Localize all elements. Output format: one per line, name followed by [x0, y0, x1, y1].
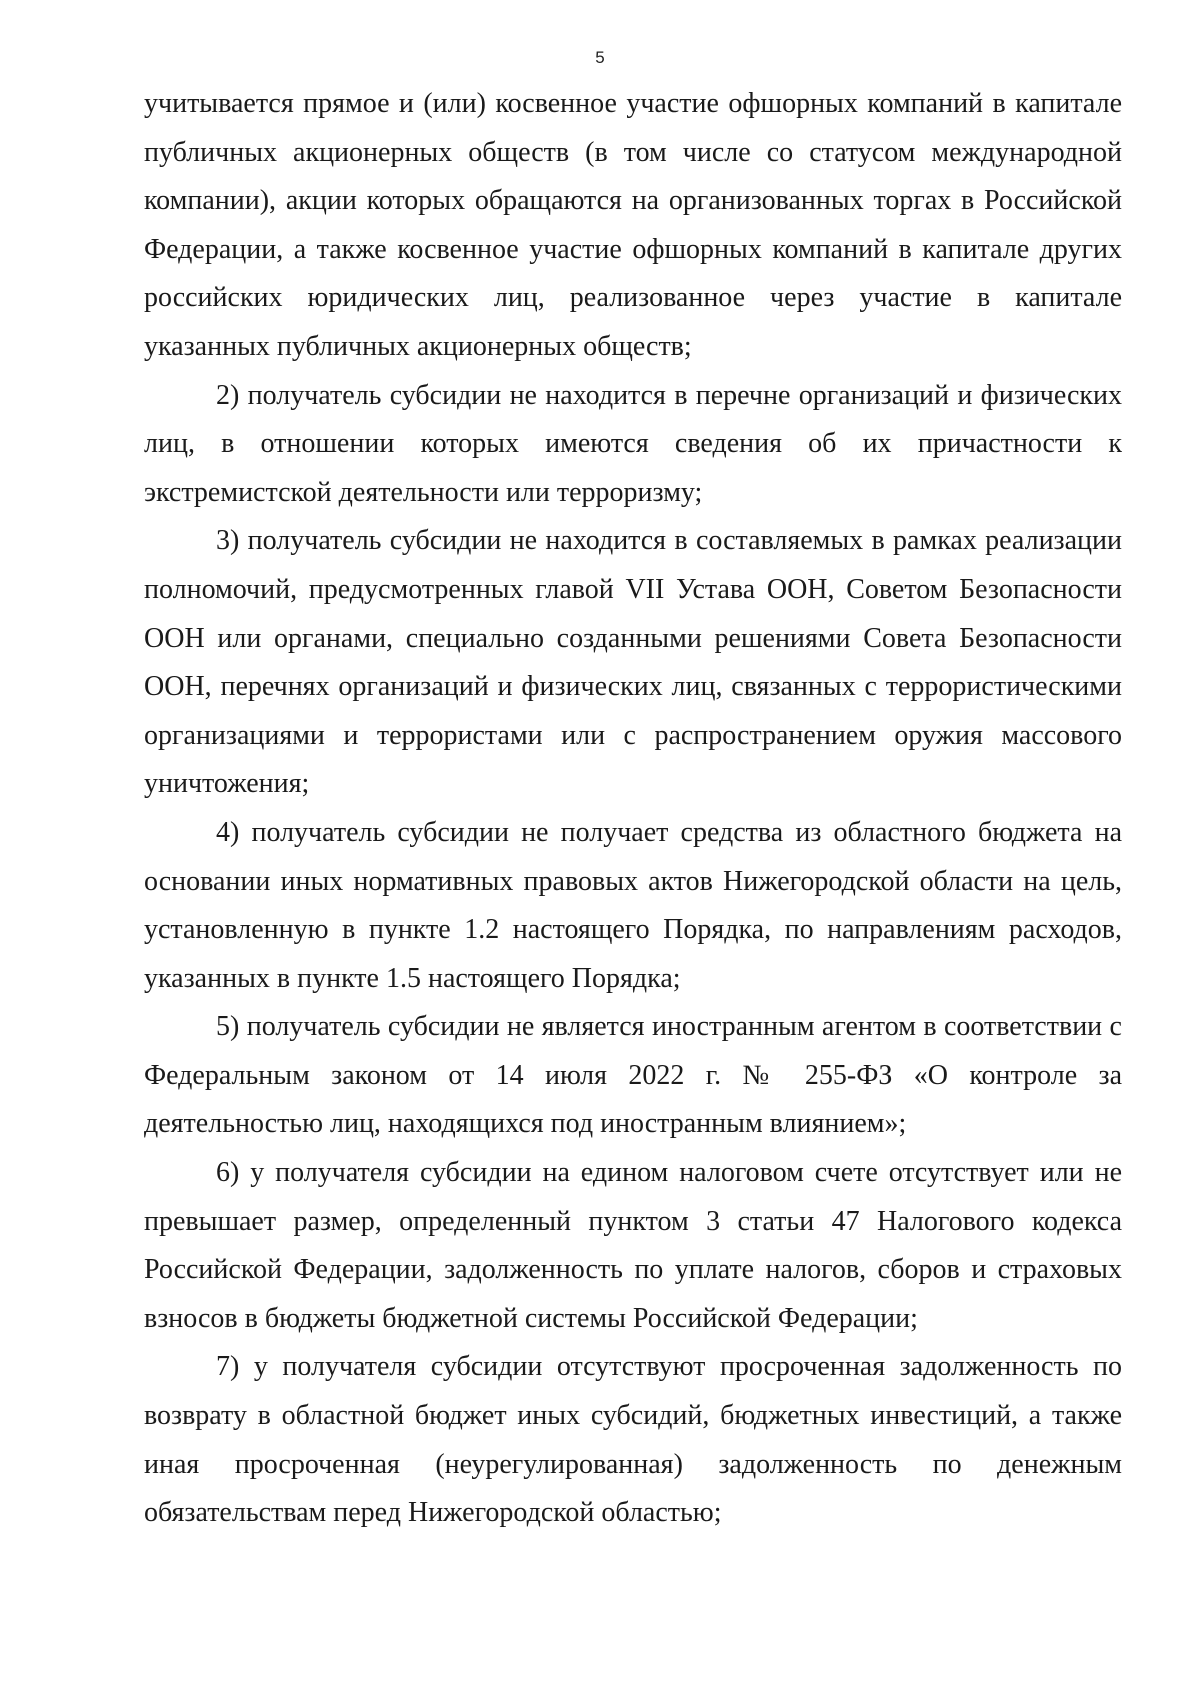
paragraph-item-7: 7) у получателя субсидии отсутствуют просроченная задолженность по возврату в областной бюджет иных субсидий, бюджетных инвестиций, а также иная просроченная (неурегулированная) задолженность по денежным обязательствам перед Нижегородской областью; — [144, 1351, 1122, 1529]
paragraph-item-6: 6) у получателя субсидии на едином налоговом счете отсутствует или не превышает размер, определенный пунктом 3 статьи 47 Налогового кодекса Российской Федерации, задолженность по уплате налогов, сборов и страховых взносов в бюджеты бюджетной системы Российской Федерации; — [144, 1157, 1122, 1334]
document-body — [144, 80, 1122, 1538]
paragraph-item-2: 2) получатель субсидии не находится в перечне организаций и физических лиц, в отношении которых имеются сведения об их причастности к экстремистской деятельности или терроризму; — [144, 379, 1122, 508]
paragraph-item-3: 3) получатель субсидии не находится в составляемых в рамках реализации полномочий, предусмотренных главой VII Устава ООН, Советом Безопасности ООН или органами, специально созданными решениями Совета Безопасности ООН, перечнях организаций и физических лиц, связанных с террористическими организациями и террористами или с распространением оружия массового уничтожения; — [144, 525, 1122, 800]
paragraph-continuation: учитывается прямое и (или) косвенное участие офшорных компаний в капитале публичных акционерных обществ (в том числе со статусом международной компании), акции которых обращаются на организованных торгах в Российской Федерации, а также косвенное участие офшорных компаний в капитале других российских юридических лиц, реализованное через участие в капитале указанных публичных акционерных обществ; — [144, 88, 1122, 362]
paragraph-item-5: 5) получатель субсидии не является иностранным агентом в соответствии с Федеральным законом от 14 июля 2022 г. № 255-ФЗ «О контроле за деятельностью лиц, находящихся под иностранным влиянием»; — [144, 1011, 1122, 1140]
paragraph-item-4: 4) получатель субсидии не получает средства из областного бюджета на основании иных нормативных правовых актов Нижегородской области на цель, установленную в пункте 1.2 настоящего Порядка, по направлениям расходов, указанных в пункте 1.5 настоящего Порядка; — [144, 816, 1122, 994]
page-number: 5 — [595, 48, 605, 67]
